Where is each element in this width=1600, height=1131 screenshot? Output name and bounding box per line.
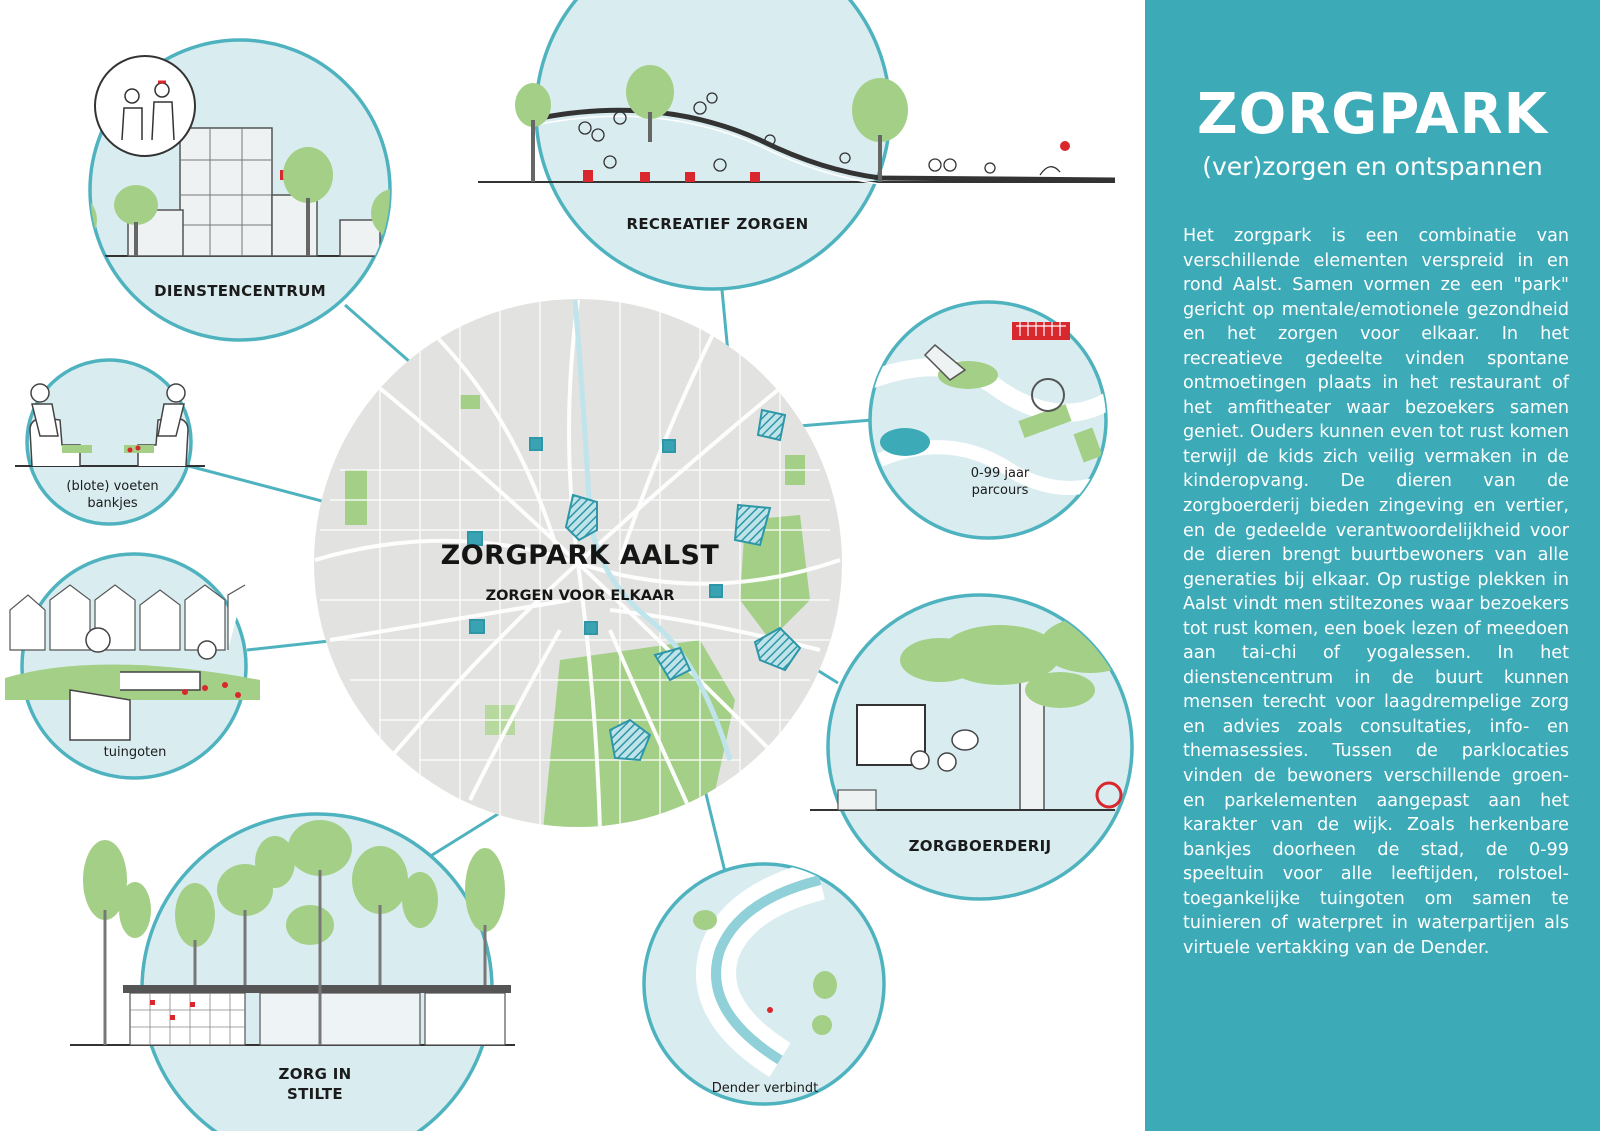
map-title: ZORGPARK AALST (440, 540, 720, 571)
panel-subtitle: (ver)zorgen en ontspannen (1202, 152, 1543, 181)
label-zorgboerderij: ZORGBOERDERIJ (908, 837, 1052, 855)
dender-vignette (644, 864, 884, 1104)
parcours-vignette (870, 302, 1110, 538)
label-tuingoten: tuingoten (103, 745, 167, 760)
label-dienstencentrum: DIENSTENCENTRUM (154, 282, 326, 300)
label-voeten-bankjes: (blote) voeten bankjes (66, 479, 159, 511)
label-recreatief-zorgen: RECREATIEF ZORGEN (626, 215, 809, 233)
recreatief-vignette (478, 0, 1115, 289)
city-map (314, 299, 842, 860)
label-zorg-in-stilte: ZORG IN STILTE (278, 1065, 352, 1103)
info-panel (1145, 0, 1600, 1131)
map-subtitle: ZORGEN VOOR ELKAAR (485, 588, 675, 604)
label-dender-verbindt: Dender verbindt (711, 1081, 819, 1096)
label-parcours: 0-99 jaar parcours (970, 466, 1030, 498)
panel-body-text: Het zorgpark is een combinatie van verschillende elementen verspreid in en rond Aalst. Samen vormen ze een "park" gericht op mentale/emotionele gezondheid en het zorgen voor elkaar. In het recreatieve gedeelte vinden spontane ontmoetingen plaats in het restaurant of het amfitheater waar bezoekers samen geniet. Ouders kunnen even tot rust komen terwijl de kids zich veilig vermaken in de kinderopvang. De dieren van de zorgboerderij bieden zingeving en vertier, en de gedeelde verantwoordelijkheid voor de dieren brengt buurtbewoners van alle generaties bij elkaar. Op rustige plekken in Aalst vindt men stiltezones waar bezoekers tot rust komen, een boek lezen of meedoen aan tai-chi of yogalessen. In het dienstencentrum in de buurt kunnen mensen terecht voor laagdrempelige zorg en advies zoals consultaties, info- en themasessies. Tussen de parklocaties vinden de bewoners verschillende groen- en parkelementen aangepast aan het karakter van de wijk. Zoals herkenbare bankjes doorheen de stad, de 0-99 speeltuin voor alle leeftijden, rolstoel-toegankelijke tuingoten om samen te tuinieren of waterpret in waterpartijen als virtuele vertakking van de Dender. (1183, 226, 1569, 958)
panel-title: ZORGPARK (1196, 82, 1549, 147)
